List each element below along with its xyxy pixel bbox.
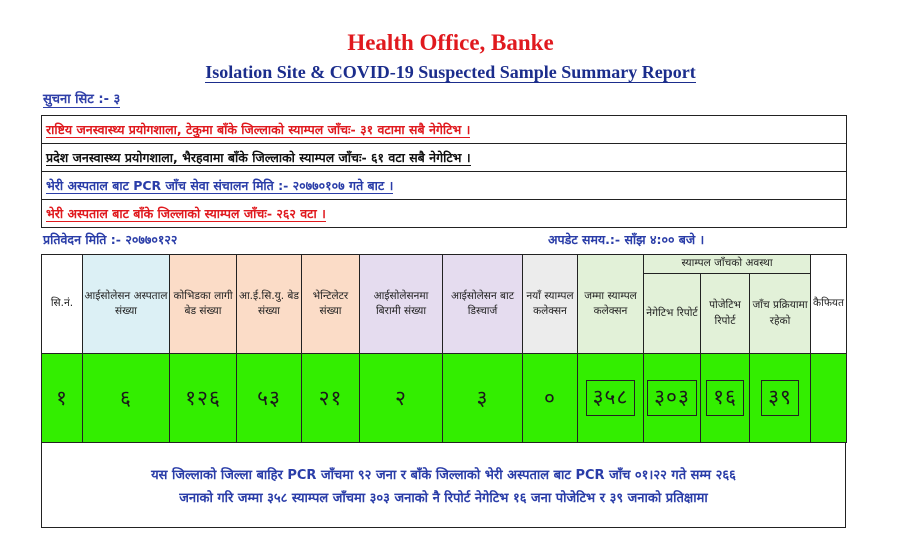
cell-total-samples: ३५८ <box>578 354 644 443</box>
cell-negative: ३०३ <box>644 354 701 443</box>
header-covid-beds: कोभिडका लागी बेड संख्या <box>170 255 237 354</box>
cell-isolation-discharge: ३ <box>443 354 523 443</box>
cell-positive: १६ <box>701 354 750 443</box>
summary-line-1: यस जिल्लाको जिल्ला बाहिर PCR जाँचमा ९२ जना र बाँके जिल्लाको भेरी अस्पताल बाट PCR जाँच ०१।२२ गते सम्म २६६ <box>151 468 736 483</box>
cell-remarks <box>811 354 847 443</box>
summary-line-2: जनाको गरि जम्मा ३५८ स्याम्पल जाँचमा ३०३ जनाको नै रिपोर्ट नेगेटिभ १६ जना पोजेटिभ र ३९ जनाको प्रतिक्षामा <box>179 491 708 506</box>
notice-row-provincial-lab: प्रदेश जनस्वास्थ्य प्रयोगशाला, भैरहवामा बाँके जिल्लाको स्याम्पल जाँचः- ६१ वटा सबै नेगेटिभ । <box>42 144 846 172</box>
notice-row-national-lab: राष्टिय जनस्वास्थ्य प्रयोगशाला, टेकुमा बाँके जिल्लाको स्याम्पल जाँचः- ३१ वटामा सबै नेगेटिभ । <box>42 116 846 144</box>
header-isolation-hospitals: आईसोलेसन अस्पताल संख्या <box>83 255 170 354</box>
header-positive: पोजेटिभ रिपोर्ट <box>701 274 750 354</box>
header-sn: सि.नं. <box>42 255 83 354</box>
report-subtitle: Isolation Site & COVID-19 Suspected Sample Summary Report <box>205 62 696 82</box>
header-isolation-patients: आईसोलेसनमा बिरामी संख्या <box>360 255 443 354</box>
header-ventilators: भेन्टिलेटर संख्या <box>302 255 360 354</box>
header-sample-status-group: स्याम्पल जाँचको अवस्था <box>644 255 811 274</box>
cell-icu-beds: ५३ <box>237 354 302 443</box>
notice-row-bheri-samples: भेरी अस्पताल बाट बाँके जिल्लाको स्याम्पल जाँचः- २६२ वटा । <box>46 206 326 221</box>
page-title: Health Office, Banke <box>347 30 554 55</box>
cell-sn: १ <box>42 354 83 443</box>
cell-new-samples: ० <box>523 354 578 443</box>
notice-box <box>41 115 847 228</box>
summary-table <box>41 254 847 443</box>
report-date: प्रतिवेदन मिति :- २०७७०१२२ <box>43 232 178 247</box>
sheet-number: सुचना सिट :- ३ <box>43 92 121 107</box>
summary-note <box>41 442 846 528</box>
cell-ventilators: २१ <box>302 354 360 443</box>
cell-isolation-patients: २ <box>360 354 443 443</box>
notice-row-pcr-start: भेरी अस्पताल बाट PCR जाँच सेवा संचालन मिति :- २०७७०१०७ गते बाट । <box>42 172 846 200</box>
cell-covid-beds: १२६ <box>170 354 237 443</box>
cell-isolation-hospitals: ६ <box>83 354 170 443</box>
update-time: अपडेट समय.:- साँझ ४:०० बजे । <box>548 232 705 247</box>
header-total-samples: जम्मा स्याम्पल कलेक्सन <box>578 255 644 354</box>
header-negative: नेगेटिभ रिपोर्ट <box>644 274 701 354</box>
header-icu-beds: आ.ई.सि.यु. बेड संख्या <box>237 255 302 354</box>
header-remarks: कैफियत <box>811 255 847 354</box>
cell-in-process: ३९ <box>750 354 811 443</box>
header-isolation-discharge: आईसोलेसन बाट डिस्चार्ज <box>443 255 523 354</box>
table-row <box>42 354 847 443</box>
header-in-process: जाँच प्रक्रियामा रहेको <box>750 274 811 354</box>
header-new-samples: नयाँ स्याम्पल कलेक्सन <box>523 255 578 354</box>
